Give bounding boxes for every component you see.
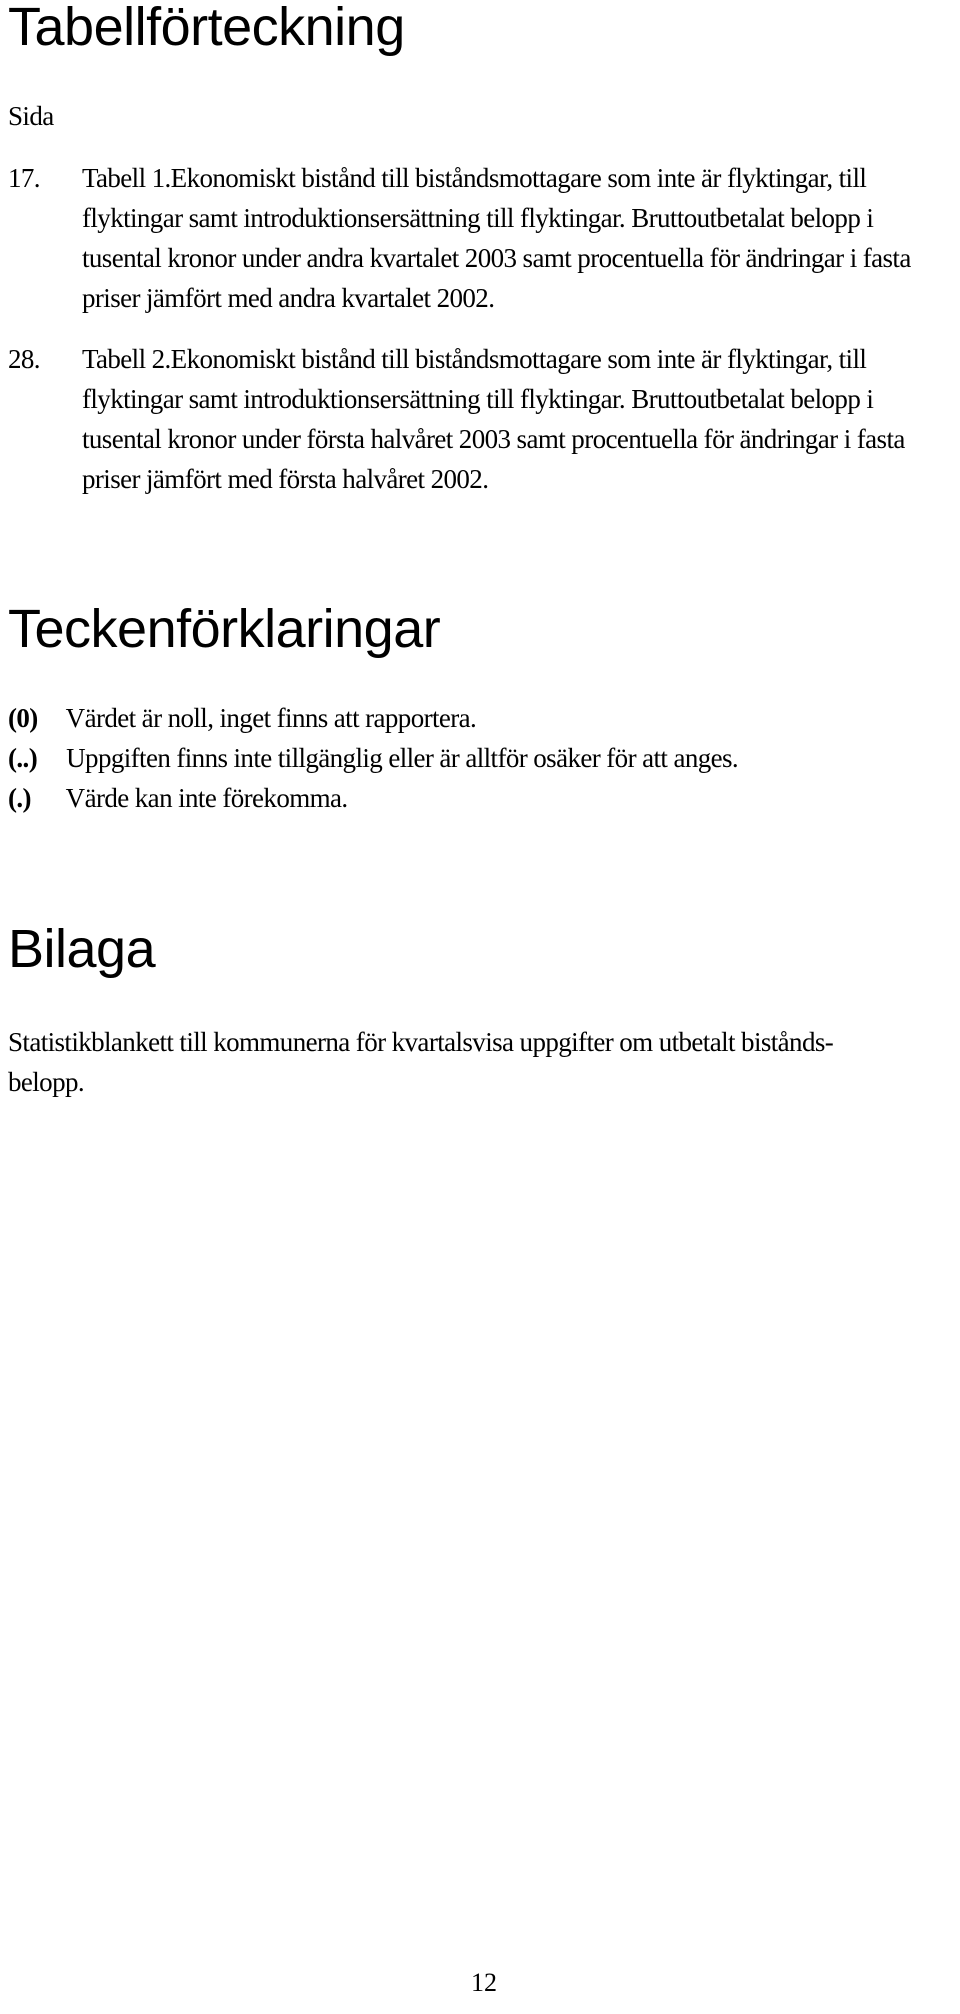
legend-symbol: (.) — [8, 783, 31, 813]
legend-list — [8, 698, 952, 818]
legend-text: Värdet är noll, inget finns att rapportera. — [65, 703, 477, 733]
page-column-label: Sida — [8, 101, 54, 131]
toc-entry-text: Tabell 2.Ekonomiskt bistånd till biståndsmottagare som inte är flyktingar, till flyktingar samt introduktionsersättning till flyktingar. Bruttoutbetalat belopp i tusental kronor under första halvåret 2003 samt procentuella för ändringar i fasta priser jämfört med första halvåret 2002. — [82, 344, 905, 494]
legend-heading: Teckenförklaringar — [8, 599, 441, 659]
appendix-heading: Bilaga — [8, 919, 156, 979]
toc-entry-page: 28. — [8, 344, 40, 374]
appendix-text — [8, 1022, 952, 1102]
page-number: 12 — [471, 1968, 497, 1997]
tables-heading: Tabellförteckning — [8, 0, 405, 57]
legend-text: Uppgiften finns inte tillgänglig eller är alltför osäker för att anges. — [66, 743, 739, 773]
toc-entry[interactable] — [8, 158, 952, 318]
legend-text: Värde kan inte förekomma. — [65, 783, 348, 813]
toc-entry[interactable] — [8, 339, 952, 499]
toc-entry-text: Tabell 1.Ekonomiskt bistånd till biståndsmottagare som inte är flyktingar, till flyktingar samt introduktionsersättning till flyktingar. Bruttoutbetalat belopp i tusental kronor under andra kvartalet 2003 samt procentuella för ändringar i fasta priser jämfört med andra kvartalet 2002. — [82, 163, 911, 313]
appendix-line: belopp. — [8, 1067, 85, 1097]
legend-symbol: (..) — [8, 743, 38, 773]
legend-item — [8, 698, 952, 738]
appendix-line: Statistikblankett till kommunerna för kvartalsvisa uppgifter om utbetalt bistånds- — [8, 1027, 834, 1057]
legend-item — [8, 778, 952, 818]
legend-symbol: (0) — [8, 703, 38, 733]
toc-entry-page: 17. — [8, 163, 40, 193]
legend-item — [8, 738, 952, 778]
